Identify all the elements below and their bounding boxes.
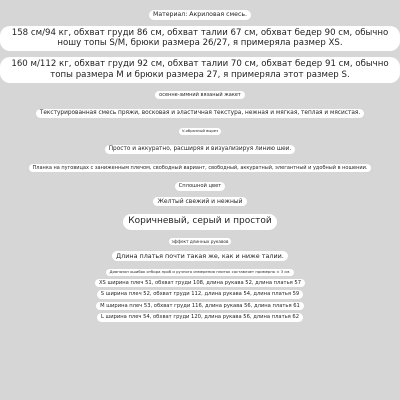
size-row: S ширина плеч 52, обхват груди 112, длина рукава 54, длина платья 59 bbox=[97, 290, 303, 299]
feature-row-3 bbox=[0, 135, 400, 154]
size-row-s bbox=[0, 287, 400, 299]
feature-row-2 bbox=[0, 118, 400, 135]
size-row: M ширина плеч 53, обхват груди 116, длина рукава 56, длина платья 61 bbox=[96, 302, 304, 311]
size-note-2: 160 м/112 кг, обхват груди 92 см, обхват талии 70 см, обхват бедер 91 см, обычно топы размера M и брюки размера 27, я примеряла этот размер S. bbox=[0, 57, 400, 82]
feature-neckline: Просто и аккуратно, расширяя и визуализируя линию шеи. bbox=[105, 145, 296, 154]
size-table-note-row bbox=[0, 261, 400, 276]
feature-row-6 bbox=[0, 191, 400, 207]
feature-row-7 bbox=[0, 206, 400, 229]
feature-placket: Планка на пуговицах с заниженным плечом, свободный вариант, свободный, аккуратный, элегантный и удобный в ношении. bbox=[29, 164, 372, 172]
feature-row-5 bbox=[0, 172, 400, 191]
feature-row-8 bbox=[0, 230, 400, 245]
size-note-1: 158 см/94 кг, обхват груди 86 см, обхват талии 67 см, обхват бедер 90 см, обычно ношу топы S/M, брюки размера 26/27, я примеряла размер XS. bbox=[0, 26, 400, 51]
size-note-row-2 bbox=[0, 51, 400, 82]
size-table-note: Диапазон ошибок отбора проб и ручного измерения плиток составляет примерно ± 3 см. bbox=[106, 269, 293, 276]
feature-vneck: V-образный вырез bbox=[179, 128, 221, 135]
feature-row-4 bbox=[0, 154, 400, 172]
material-text: Материал: Акриловая смесь. bbox=[149, 10, 251, 20]
size-row-xs bbox=[0, 276, 400, 288]
feature-row-9 bbox=[0, 245, 400, 261]
size-row: XS ширина плеч 51, обхват груди 108, длина рукава 52, длина платья 57 bbox=[95, 279, 305, 288]
material-row bbox=[0, 4, 400, 20]
size-row-l bbox=[0, 310, 400, 322]
feature-solid-color: Сплошной цвет bbox=[175, 182, 226, 191]
feature-length: Длина платья почти такая же, как и ниже талии. bbox=[112, 251, 288, 261]
feature-colors: Коричневый, серый и простой bbox=[123, 214, 277, 229]
feature-row-0 bbox=[0, 83, 400, 99]
size-note-row-1 bbox=[0, 20, 400, 51]
feature-title: осенне-зимний вязаный жакет bbox=[155, 91, 245, 99]
feature-sleeve: эффект длинных рукавов bbox=[169, 238, 232, 245]
feature-row-1 bbox=[0, 99, 400, 118]
feature-texture: Текстурированная смесь пряжи, восковая и эластичная текстура, нежная и мягкая, теплая и мясистая. bbox=[36, 109, 364, 118]
size-row: L ширина плеч 54, обхват груди 120, длина рукава 56, длина платья 62 bbox=[97, 313, 303, 322]
feature-yellow: Желтый свежий и нежный bbox=[153, 197, 246, 207]
size-row-m bbox=[0, 299, 400, 311]
